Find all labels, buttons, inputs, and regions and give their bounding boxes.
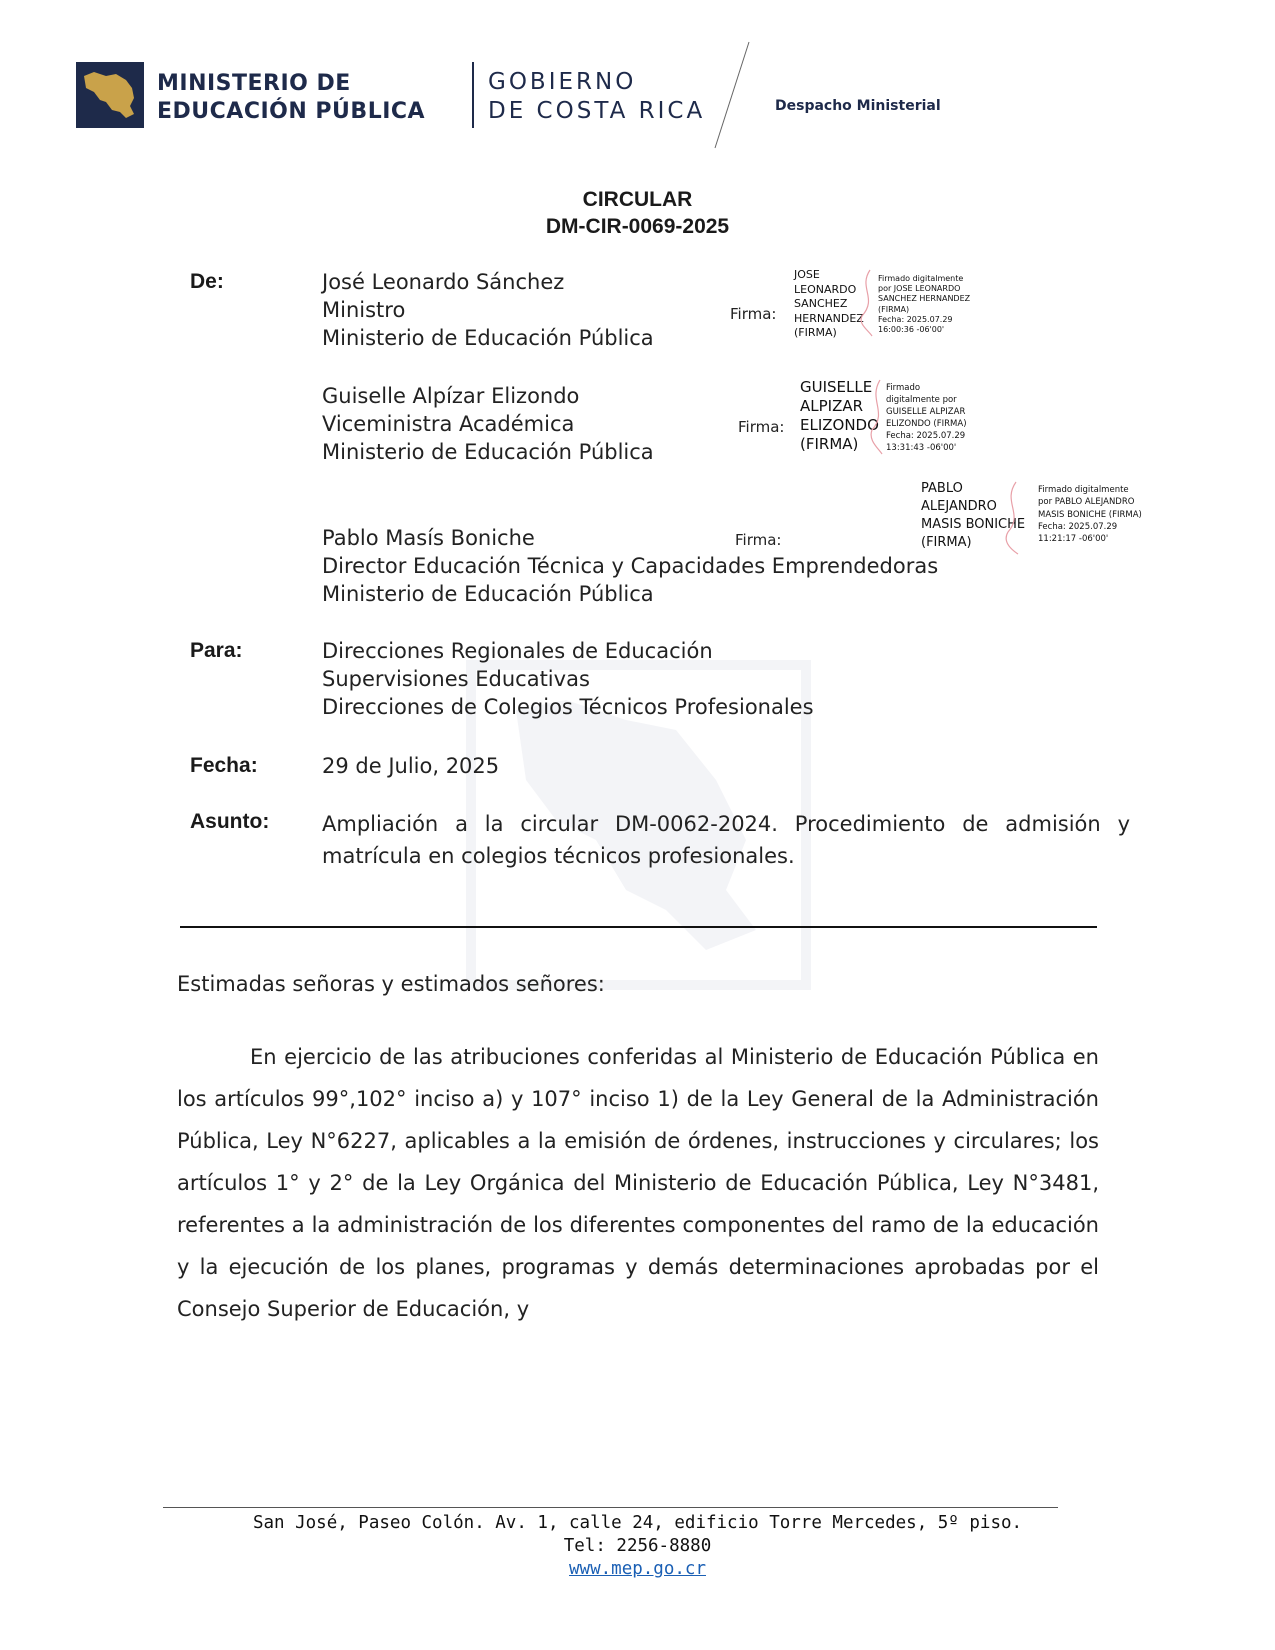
sender-name: José Leonardo Sánchez — [322, 270, 565, 294]
sender-name: Guiselle Alpízar Elizondo — [322, 384, 580, 408]
sender-org: Ministerio de Educación Pública — [322, 582, 654, 606]
footer-address: San José, Paseo Colón. Av. 1, calle 24, edificio Torre Mercedes, 5º piso. — [252, 1513, 1023, 1533]
signature-name: GUISELLE ALPIZAR ELIZONDO (FIRMA) — [800, 378, 879, 453]
logo-emblem — [76, 62, 144, 128]
para-label: Para: — [190, 639, 243, 662]
footer-rule — [163, 1507, 1058, 1508]
website-link[interactable]: www.mep.go.cr — [569, 1559, 706, 1579]
header-slash — [712, 40, 752, 150]
sender-role: Viceministra Académica — [322, 412, 575, 436]
signature-name: JOSE LEONARDO SANCHEZ HERNANDEZ (FIRMA) — [794, 268, 864, 339]
recipient: Direcciones Regionales de Educación — [322, 639, 713, 663]
firma-label: Firma: — [730, 305, 777, 323]
fecha-label: Fecha: — [190, 754, 258, 777]
fecha-value: 29 de Julio, 2025 — [322, 754, 500, 778]
costa-rica-map-icon — [76, 62, 144, 128]
greeting: Estimadas señoras y estimados señores: — [177, 972, 605, 996]
signature-details: Firmado digitalmente por JOSE LEONARDO SANCHEZ HERNANDEZ (FIRMA) Fecha: 2025.07.29 16:00:36 -06'00' — [878, 274, 971, 335]
sender-role: Director Educación Técnica y Capacidades Emprendedoras — [322, 554, 939, 578]
sender-block — [322, 524, 938, 608]
government-name: GOBIERNO DE COSTA RICA — [488, 69, 706, 124]
signature-mark-icon — [866, 378, 888, 456]
separator-line — [180, 926, 1097, 928]
office-name: Despacho Ministerial — [775, 98, 941, 114]
header-divider — [472, 62, 474, 128]
footer-phone: Tel: 2256-8880 — [563, 1536, 712, 1556]
firma-label: Firma: — [738, 418, 785, 436]
asunto-value: Ampliación a la circular DM-0062-2024. Procedimiento de admisión y matrícula en colegios técnicos profesionales. — [322, 812, 1130, 868]
signature-mark-icon — [856, 268, 878, 338]
document-number: DM-CIR-0069-2025 — [545, 215, 730, 238]
signature-mark-icon — [1000, 480, 1024, 556]
body-paragraph: En ejercicio de las atribuciones conferidas al Ministerio de Educación Pública en los artículos 99°,102° inciso a) y 107° inciso 1) de la Ley General de la Administración Pública, Ley N°6227, aplicables a la emisión de órdenes, instrucciones y circulares; los artículos 1° y 2° de la Ley Orgánica del Ministerio de Educación Pública, Ley N°3481, referentes a la administración de los diferentes componentes del ramo de la educación y la ejecución de los planes, programas y demás determinaciones aprobadas por el Consejo Superior de Educación, y — [177, 1045, 1099, 1321]
sender-block — [322, 382, 654, 466]
sender-block — [322, 268, 654, 352]
recipient: Direcciones de Colegios Técnicos Profesionales — [322, 695, 814, 719]
sender-org: Ministerio de Educación Pública — [322, 440, 654, 464]
sender-name: Pablo Masís Boniche — [322, 526, 535, 550]
signature-details: Firmado digitalmente por PABLO ALEJANDRO MASIS BONICHE (FIRMA) Fecha: 2025.07.29 11:21:17 -06'00' — [1038, 485, 1142, 545]
asunto-label: Asunto: — [190, 810, 270, 833]
sender-role: Ministro — [322, 298, 406, 322]
document-type: CIRCULAR — [582, 188, 693, 211]
sender-org: Ministerio de Educación Pública — [322, 326, 654, 350]
recipients-list — [322, 637, 814, 721]
ministry-name: MINISTERIO DE EDUCACIÓN PÚBLICA — [157, 71, 426, 124]
firma-label: Firma: — [735, 531, 782, 549]
recipient: Supervisiones Educativas — [322, 667, 590, 691]
de-label: De: — [190, 270, 224, 293]
signature-name: PABLO ALEJANDRO MASIS BONICHE (FIRMA) — [921, 481, 1026, 550]
signature-details: Firmado digitalmente por GUISELLE ALPIZAR ELIZONDO (FIRMA) Fecha: 2025.07.29 13:31:43 -06'00' — [886, 383, 967, 453]
footer — [0, 1512, 1275, 1581]
